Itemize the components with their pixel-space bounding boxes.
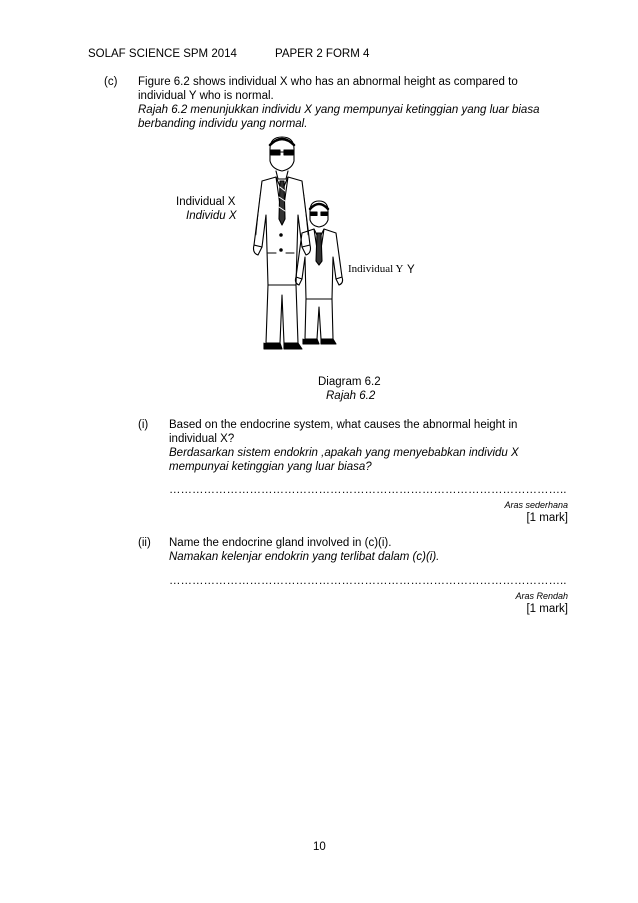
answer-line[interactable]: ………………………………………………………………………………………….. — [169, 575, 567, 587]
label-individual-x: Individual X — [176, 196, 236, 208]
part-c-line3-ms: Rajah 6.2 menunjukkan individu X yang mempunyai ketinggian yang luar biasa — [138, 104, 540, 116]
figure-caption-ms: Rajah 6.2 — [326, 390, 376, 402]
marks: [1 mark] — [526, 603, 568, 615]
answer-line[interactable]: ………………………………………………………………………………………….. — [169, 484, 567, 496]
header-right: PAPER 2 FORM 4 — [275, 48, 370, 60]
question-i-en2: individual X? — [169, 433, 235, 445]
question-i-ms1: Berdasarkan sistem endokrin ,apakah yang menyebabkan individu X — [169, 447, 519, 459]
question-i-ms2: mempunyai ketinggian yang luar biasa? — [169, 461, 372, 473]
question-ii-ms1: Namakan kelenjar endokrin yang terlibat dalam (c)(i). — [169, 551, 440, 563]
part-label: (c) — [104, 76, 118, 88]
part-c-line1: Figure 6.2 shows individual X who has an abnormal height as compared to — [138, 76, 518, 88]
label-individu-x: Individu X — [186, 210, 237, 222]
label-individual-y: Individual Y — [348, 263, 404, 275]
part-c-line4-ms: berbanding individu yang normal. — [138, 118, 308, 130]
tall-man-figure — [254, 137, 311, 349]
difficulty-level: Aras sederhana — [504, 500, 568, 510]
question-number: (i) — [138, 419, 149, 431]
figure-caption-en: Diagram 6.2 — [318, 376, 381, 388]
page-number: 10 — [313, 841, 326, 853]
part-c-line2: individual Y who is normal. — [138, 90, 274, 102]
question-i-en1: Based on the endocrine system, what causes the abnormal height in — [169, 419, 518, 431]
short-man-figure — [295, 201, 342, 344]
figure-illustration — [240, 135, 420, 360]
label-y-extra: Y — [407, 264, 415, 276]
header-left: SOLAF SCIENCE SPM 2014 — [88, 48, 237, 60]
marks: [1 mark] — [526, 512, 568, 524]
question-number: (ii) — [138, 537, 151, 549]
question-ii-en1: Name the endocrine gland involved in (c)(i). — [169, 537, 392, 549]
difficulty-level: Aras Rendah — [515, 591, 568, 601]
